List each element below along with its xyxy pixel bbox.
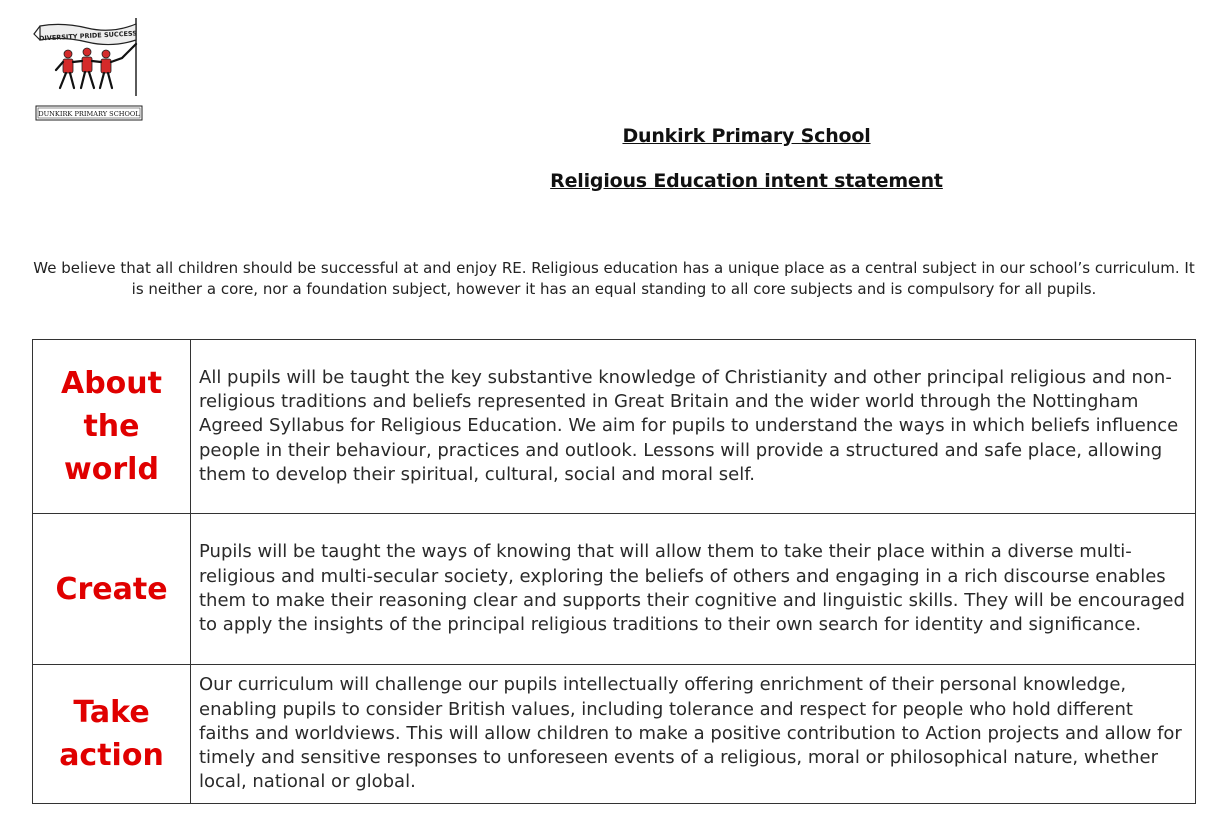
row-text: Our curriculum will challenge our pupils intellectually offering enrichment of their personal knowledge, enabling pupils to consider British values, including tolerance and respect for people who hold different faiths and worldviews. This will allow children to make a positive contribution to Action projects and allow for timely and sensitive responses to unforeseen events of a religious, moral or philosophical nature, whether local, national or global. — [191, 665, 1196, 804]
row-heading-text: Take action — [59, 695, 164, 773]
table-row — [33, 665, 1196, 804]
page-title: Dunkirk Primary School — [622, 125, 871, 147]
banner-text: DIVERSITY PRIDE SUCCESS — [38, 29, 138, 43]
school-logo — [32, 14, 146, 126]
intent-table — [32, 339, 1196, 804]
table-row — [33, 514, 1196, 665]
row-text: All pupils will be taught the key substantive knowledge of Christianity and other principal religious and non-religious traditions and beliefs represented in Great Britain and the wider world through the Nottingham Agreed Syllabus for Religious Education. We aim for pupils to understand the ways in which beliefs influence people in their behaviour, practices and outlook. Lessons will provide a structured and safe place, allowing them to develop their spiritual, cultural, social and moral self. — [191, 340, 1196, 514]
intro-paragraph: We believe that all children should be successful at and enjoy RE. Religious education has a unique place as a central subject in our school’s curriculum. It is neither a core, nor a foundation subject, however it has an equal standing to all core subjects and is compulsory for all pupils. — [33, 259, 1195, 298]
row-heading-text: Create — [55, 571, 168, 607]
row-heading — [33, 340, 191, 514]
row-heading — [33, 514, 191, 665]
row-heading-text: About the world — [60, 366, 162, 487]
table-row — [33, 340, 1196, 514]
row-text: Pupils will be taught the ways of knowing that will allow them to take their place within a diverse multi-religious and multi-secular society, exploring the beliefs of others and engaging in a rich discourse enables them to make their reasoning clear and supports their cognitive and linguistic skills. They will be encouraged to apply the insights of the principal religious traditions to their own search for identity and significance. — [191, 514, 1196, 665]
school-label-text: DUNKIRK PRIMARY SCHOOL — [38, 110, 140, 118]
row-heading — [33, 665, 191, 804]
page-subtitle: Religious Education intent statement — [550, 170, 943, 192]
